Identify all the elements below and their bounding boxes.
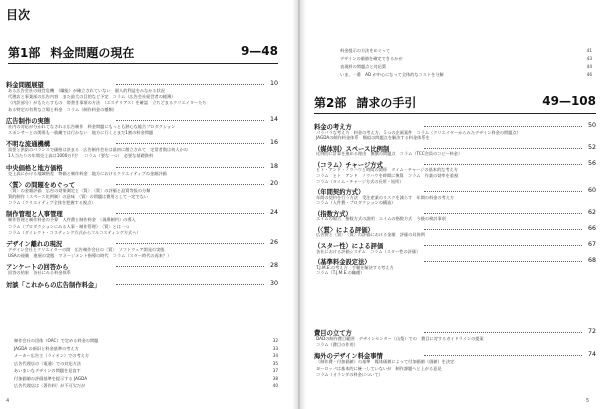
- leader-dots: [424, 229, 582, 230]
- subentry-text: 広告代理店の（電通）での対応方法: [14, 360, 82, 366]
- subentry-text: JAGDA の新旧と料金基準の考え方: [14, 345, 79, 351]
- toc-section-title: デザイン離れの現況: [6, 241, 63, 248]
- toc-section-title: （年間契約方式）: [314, 189, 365, 197]
- leader-dots: [424, 191, 582, 192]
- leader-dots: [116, 284, 264, 285]
- part1-title: 料金問題の現在: [50, 46, 135, 60]
- toc-section-title: （コラム）チャージ方式: [314, 161, 383, 169]
- toc-section-title: （スター性）による評価: [314, 243, 384, 250]
- toc-subentry: （制作費・付加価値）の基準 媒体価値によって付加価値（価値）を決定: [316, 359, 455, 365]
- part2-heading: [314, 94, 596, 111]
- toc-section-title: （基準料金設定法）: [314, 259, 371, 267]
- toc-section-page: 16: [269, 139, 278, 147]
- toc-section-page: 66: [587, 224, 596, 232]
- toc-subentry: [14, 383, 278, 389]
- part1-heading: [8, 44, 278, 61]
- leader-dots: [424, 164, 582, 165]
- toc-subentry: [14, 361, 278, 367]
- toc-subentry: [14, 368, 278, 374]
- left-page-number: 4: [6, 398, 10, 404]
- toc-section-page: 10: [269, 80, 278, 87]
- toc-subentry: 需要と供給のバランスで価格は決まる 広告制作会社は最初に創立されて 定常者数は何人かの: [8, 147, 188, 153]
- subentry-text: 付加価値の評価基準を提示する JAGDA: [14, 375, 88, 381]
- subentry-text: 広告代理店は〈著作料〉が不可欠だが: [14, 383, 86, 388]
- toc-subentry: 1人当たりの年間売上高は1000万円？ コラム（要な一つ） 必要な基礎資料: [8, 153, 154, 159]
- toc-subentry: コラム（タイム・チャージ方式の長所・短所）: [316, 178, 404, 184]
- toc-subentry: ヨーロッパは基本的に統一していないが 制作課題へと上がる意見: [316, 365, 442, 371]
- right-page-number: 5: [586, 398, 590, 404]
- toc-subentry: 売上高にかける地域格差 物価と制作料金 地方におけるクリエイティブの金額評価: [8, 170, 167, 176]
- toc-subentry: [14, 338, 278, 344]
- toc-section-page: 72: [587, 328, 596, 335]
- toc-section-title: 不明な流通機構: [6, 141, 51, 149]
- toc-section-page: 28: [269, 262, 278, 270]
- toc-subentry: T.J.M.E.の考え方 手順を解決する考え方: [316, 264, 394, 270]
- toc-section-title: 海外のデザイン料金事情: [314, 353, 383, 361]
- part1-number: 第1部: [8, 46, 41, 60]
- toc-subentry: 〈質〉の金額評価 広告の効果測定と〈質〉 〈質〉の評価と品質等級の分類: [8, 187, 151, 193]
- leader-dots: [424, 261, 582, 262]
- subentry-text: メーカー広告主（ライオン）での考え方: [14, 353, 90, 358]
- toc-subentry: スポンサーとの関係も一筋縄では行かない 地方に行くとまだ1割の料金問題: [8, 130, 154, 135]
- leader-dots: [424, 126, 582, 127]
- toc-subentry: [340, 56, 592, 62]
- toc-section-title: 料金問題展望: [6, 82, 44, 89]
- leader-dots: [116, 213, 264, 214]
- toc-section-page: 62: [587, 208, 596, 216]
- toc-section-page: 56: [587, 159, 596, 167]
- toc-section-title: （媒体別）スペース比例制: [314, 145, 390, 153]
- subentry-page: 38: [272, 375, 278, 381]
- toc-subentry: DADの制作費目範囲 デザインセンター（山梨）での 費目に対するガイドラインの提案: [316, 336, 484, 341]
- toc-subentry: コラム（費目の作用）: [316, 342, 358, 348]
- leader-dots: [424, 355, 582, 356]
- subentry-text: いま、一番 AD が中心になって全体的なコストを分解: [340, 72, 444, 77]
- toc-section-title: 費目の立て方: [314, 330, 352, 337]
- toc-section-page: 74: [587, 351, 596, 359]
- toc-subentry: コラム ヒト アンド ノウハウを時間に換算 コラム 作業の効率を重視: [316, 172, 459, 178]
- toc-section-page: 30: [269, 279, 278, 287]
- leader-dots: [116, 243, 264, 244]
- leader-dots: [116, 266, 264, 267]
- subentry-page: 43: [586, 56, 592, 61]
- toc-section-title: 対談「これからの広告制作料金」: [6, 281, 101, 289]
- toc-subentry: コラム（ダイレクト・コスティング方式からフルコスティング方式へ）: [8, 229, 141, 235]
- toc-subentry: デザイン会社とクリエイターの間 広告制作会社の〈質〉 ソフトウェア開発の実態: [8, 247, 165, 252]
- subentry-text: デザインの価値を確定できるかが: [340, 56, 403, 61]
- toc-section-title: 料金の考え方: [314, 124, 352, 131]
- left-page: [0, 0, 296, 409]
- toc-section-page: 14: [269, 115, 278, 123]
- toc-subentry: コラム（T.J.M.E.の職種）: [316, 270, 365, 276]
- toc-subentry: コラム（プロダクションにみる人事・制作管理） 〈質〉とは一つ: [8, 223, 130, 229]
- toc-section-page: 52: [587, 143, 596, 151]
- toc-subentry: [14, 353, 278, 359]
- toc-subentry: 代理店と事業部の広告内容 また最大の目的など予定 コラム（広告会社経営者の帳簿）: [8, 94, 176, 100]
- subentry-page: 41: [586, 48, 592, 53]
- toc-subentry: 制作管理と制作料金の予算 人件費と制作料金 （現場制約）の導入: [8, 217, 136, 223]
- toc-subentry: コラム（オランダの料金について）: [316, 371, 383, 377]
- toc-subentry: 質的制作（スペース比例制）の意味 〈質〉の問題は費用として一定でない: [8, 194, 149, 199]
- toc-section-page: 67: [587, 241, 596, 248]
- toc-subentry: （内訳部分）がもたらすもの 帯書き事項の方法 （エステリアス）を確認 立ちどまるクリエイターたち: [8, 100, 207, 106]
- subentry-page: 46: [586, 72, 592, 77]
- toc-subentry: [14, 346, 278, 352]
- toc-section-page: 24: [269, 209, 278, 217]
- toc-section-page: 50: [587, 122, 596, 129]
- part2-rule: [314, 113, 596, 114]
- toc-subentry: 各社における評価システム コラム（スター性の評価）: [316, 248, 421, 254]
- toc-section-page: 26: [269, 239, 278, 246]
- leader-dots: [424, 332, 582, 333]
- toc-subentry: [340, 64, 592, 70]
- toc-subentry: ある特定の有利な立場と料金 コラム（制作料金の種類）: [8, 106, 117, 112]
- part1-range: 9—48: [240, 44, 278, 58]
- toc-section-page: 18: [269, 162, 278, 170]
- toc-subentry: 広告物と〈質〉 〈質〉の評価における金額 評価の具体例: [316, 232, 425, 238]
- toc-section-title: 広告制作の実態: [6, 117, 51, 125]
- toc-subentry: ある広告会社の経営危機 （職能）が確立されていない 個人的利益をみなかる状況: [8, 88, 166, 93]
- subentry-page: 32: [272, 338, 278, 343]
- toc-subentry: [14, 376, 278, 382]
- toc-section-title: 〈質〉の問題をめぐって: [6, 181, 76, 189]
- subentry-text: 制作会社の団体（OAC）で定める料金の問題: [14, 338, 99, 343]
- subentry-page: 44: [586, 64, 592, 69]
- toc-subentry: [340, 48, 592, 54]
- toc-subentry: JAGDAの制作料金体系 類似の問題点を解決する料金体系を: [316, 135, 430, 141]
- leader-dots: [424, 245, 582, 246]
- toc-subentry: 比例的に計算を進める理由 無償の問題点 コラム（TCC会員のコピー料金）: [316, 151, 463, 157]
- subentry-text: 表現料の問題点と対応策: [340, 64, 387, 69]
- part2-number: 第2部: [314, 96, 347, 110]
- toc-section-page: 20: [269, 179, 278, 187]
- subentry-page: 34: [272, 353, 278, 358]
- toc-section-page: 60: [587, 187, 596, 195]
- subentry-page: 33: [272, 345, 278, 351]
- leader-dots: [116, 167, 264, 168]
- toc-section-page: 68: [587, 257, 596, 265]
- toc-subentry: コラム（人件費・プロダクションの構造）: [316, 200, 396, 206]
- subentry-page: 37: [272, 368, 278, 373]
- toc-subentry: ヒト・アンド・ノウハウと時間の関係 タイム・チャージの基本的な考え方: [316, 167, 458, 173]
- toc-section-title: アンケートの回答から: [6, 264, 69, 272]
- toc-subentry: コラム（クリエイティブ全体を把握する視点）: [8, 200, 96, 206]
- toc-section-title: （指数方式）: [314, 210, 352, 218]
- part2-title: 請求の手引: [356, 96, 417, 110]
- leader-dots: [424, 213, 582, 214]
- toc-subentry: [340, 72, 592, 78]
- toc-section-title: 中央価格と地方価格: [6, 164, 63, 172]
- leader-dots: [116, 184, 264, 185]
- subentry-text: 料金提示の方法をめぐって: [340, 48, 391, 53]
- subentry-page: 35: [272, 360, 278, 366]
- toc-section: [6, 280, 278, 289]
- toc-subentry: 社内の対応が分かれてなされる広告制作 料金問題にもっとも熱心な総合プロダクション: [8, 123, 176, 129]
- toc-title: 目次: [6, 8, 31, 22]
- toc-subentry: USAの経験 進展の実態 マネージメント指導の時代 コラム（スター時代の再来？）: [8, 253, 172, 259]
- toc-subentry: パラパラな考え方 料金の考え方、５つの企画案件 コラム（クリエイターからみたデザイン料金の問題点）: [316, 129, 521, 135]
- toc-subentry: 年間の契約を行う方法 受注産業のリスクを減らす 年間の料金の考え方: [316, 194, 455, 200]
- part2-range: 49—108: [542, 94, 596, 108]
- subentry-text: あいまいなデザインの問題を見直す: [14, 368, 81, 373]
- toc-section-title: （〈質〉による評価）: [314, 226, 374, 234]
- leader-dots: [116, 143, 264, 144]
- leader-dots: [424, 148, 582, 149]
- toc-subentry: エイムの場合 指数方式の説明 エイムの指数方式 今後の検討事項: [316, 216, 446, 222]
- right-page: [300, 0, 600, 409]
- subentry-page: 40: [272, 383, 278, 388]
- toc-section-title: 制作管理と人事管理: [6, 211, 63, 219]
- part1-rule: [8, 63, 278, 64]
- leader-dots: [116, 120, 264, 121]
- leader-dots: [116, 84, 264, 85]
- toc-subentry: 回答の結果 各社にみる料金体系: [8, 270, 71, 276]
